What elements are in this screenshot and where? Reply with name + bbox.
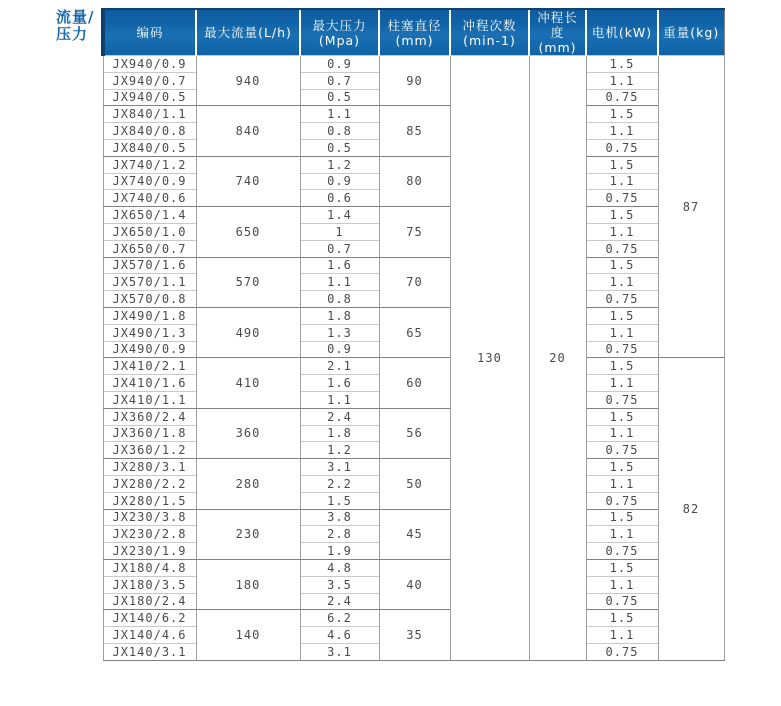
pressure-cell: 2.4 (300, 593, 379, 610)
diameter-cell: 90 (379, 56, 450, 106)
spec-table-body (103, 56, 724, 661)
header-text: 柱塞直径 (387, 17, 442, 33)
motor-cell: 1.1 (586, 123, 658, 140)
motor-cell: 1.1 (586, 475, 658, 492)
pressure-cell: 0.6 (300, 190, 379, 207)
code-cell: JX570/0.8 (103, 291, 196, 308)
table-row (103, 257, 724, 274)
flow-cell: 570 (196, 257, 300, 307)
stroke-length-cell: 20 (529, 56, 586, 661)
motor-cell: 1.5 (586, 559, 658, 576)
flow-cell: 940 (196, 56, 300, 106)
col-header-stroke-length (529, 9, 586, 56)
pressure-cell: 1.6 (300, 375, 379, 392)
code-cell: JX650/1.0 (103, 223, 196, 240)
col-header-motor (586, 9, 658, 56)
pressure-cell: 2.2 (300, 475, 379, 492)
pressure-cell: 0.9 (300, 56, 379, 73)
flow-cell: 650 (196, 207, 300, 257)
header-text: 最大流量(L/h) (204, 25, 292, 40)
motor-cell: 0.75 (586, 291, 658, 308)
code-cell: JX840/0.8 (103, 123, 196, 140)
pressure-cell: 2.8 (300, 526, 379, 543)
table-row (103, 459, 724, 476)
header-text: 电机(kW) (591, 25, 653, 40)
pressure-cell: 1.1 (300, 391, 379, 408)
flow-cell: 490 (196, 307, 300, 357)
pressure-cell: 6.2 (300, 610, 379, 627)
flow-cell: 740 (196, 156, 300, 206)
code-cell: JX140/3.1 (103, 643, 196, 660)
flow-pressure-label-line1: 流量/ (56, 8, 95, 26)
motor-cell: 1.1 (586, 627, 658, 644)
pressure-cell: 1.6 (300, 257, 379, 274)
pressure-cell: 0.8 (300, 123, 379, 140)
code-cell: JX140/6.2 (103, 610, 196, 627)
motor-cell: 1.1 (586, 173, 658, 190)
flow-cell: 180 (196, 559, 300, 609)
code-cell: JX490/1.3 (103, 324, 196, 341)
pressure-cell: 0.7 (300, 72, 379, 89)
table-row (103, 559, 724, 576)
col-header-max-flow (196, 9, 300, 56)
code-cell: JX940/0.7 (103, 72, 196, 89)
code-cell: JX180/3.5 (103, 576, 196, 593)
pressure-cell: 1.1 (300, 274, 379, 291)
spec-table-header (103, 9, 724, 56)
pressure-cell: 1.9 (300, 543, 379, 560)
header-text: 重量(kg) (663, 25, 720, 40)
code-cell: JX650/0.7 (103, 240, 196, 257)
flow-cell: 140 (196, 610, 300, 660)
code-cell: JX740/0.9 (103, 173, 196, 190)
code-cell: JX840/1.1 (103, 106, 196, 123)
col-header-stroke-frequency (450, 9, 529, 56)
stroke-frequency-cell: 130 (450, 56, 529, 661)
motor-cell: 1.1 (586, 375, 658, 392)
motor-cell: 1.5 (586, 408, 658, 425)
motor-cell: 0.75 (586, 190, 658, 207)
motor-cell: 1.5 (586, 106, 658, 123)
motor-cell: 0.75 (586, 593, 658, 610)
pressure-cell: 1 (300, 223, 379, 240)
pressure-cell: 0.9 (300, 173, 379, 190)
header-text: 最大压力 (312, 17, 367, 33)
code-cell: JX140/4.6 (103, 627, 196, 644)
spec-table (101, 8, 725, 661)
motor-cell: 1.5 (586, 207, 658, 224)
motor-cell: 1.1 (586, 576, 658, 593)
code-cell: JX360/1.2 (103, 442, 196, 459)
diameter-cell: 85 (379, 106, 450, 156)
pressure-cell: 1.2 (300, 156, 379, 173)
motor-cell: 0.75 (586, 391, 658, 408)
table-row (103, 156, 724, 173)
diameter-cell: 40 (379, 559, 450, 609)
code-cell: JX940/0.5 (103, 89, 196, 106)
header-text: 冲程长度 (537, 10, 578, 40)
table-row (103, 610, 724, 627)
motor-cell: 0.75 (586, 240, 658, 257)
header-subtext: (min-1) (463, 32, 516, 48)
motor-cell: 0.75 (586, 543, 658, 560)
code-cell: JX410/1.1 (103, 391, 196, 408)
code-cell: JX230/3.8 (103, 509, 196, 526)
motor-cell: 1.1 (586, 274, 658, 291)
code-cell: JX490/1.8 (103, 307, 196, 324)
motor-cell: 1.5 (586, 459, 658, 476)
code-cell: JX280/2.2 (103, 475, 196, 492)
pressure-cell: 1.3 (300, 324, 379, 341)
motor-cell: 1.5 (586, 610, 658, 627)
pressure-cell: 1.8 (300, 307, 379, 324)
header-text: 冲程次数 (462, 17, 517, 33)
flow-cell: 840 (196, 106, 300, 156)
pressure-cell: 0.5 (300, 89, 379, 106)
code-cell: JX490/0.9 (103, 341, 196, 358)
header-subtext: (mm) (395, 32, 434, 48)
pressure-cell: 4.6 (300, 627, 379, 644)
code-cell: JX650/1.4 (103, 207, 196, 224)
motor-cell: 1.1 (586, 526, 658, 543)
code-cell: JX740/1.2 (103, 156, 196, 173)
motor-cell: 0.75 (586, 341, 658, 358)
motor-cell: 1.1 (586, 223, 658, 240)
header-row (103, 9, 724, 56)
table-row (103, 56, 724, 73)
weight-cell: 82 (658, 358, 724, 660)
diameter-cell: 80 (379, 156, 450, 206)
diameter-cell: 35 (379, 610, 450, 660)
pressure-cell: 4.8 (300, 559, 379, 576)
diameter-cell: 45 (379, 509, 450, 559)
motor-cell: 0.75 (586, 442, 658, 459)
motor-cell: 1.1 (586, 425, 658, 442)
flow-cell: 360 (196, 408, 300, 458)
pressure-cell: 0.5 (300, 139, 379, 156)
motor-cell: 1.5 (586, 509, 658, 526)
code-cell: JX230/1.9 (103, 543, 196, 560)
code-cell: JX180/4.8 (103, 559, 196, 576)
code-cell: JX360/2.4 (103, 408, 196, 425)
table-row (103, 358, 724, 375)
col-header-max-pressure (300, 9, 379, 56)
motor-cell: 1.1 (586, 72, 658, 89)
table-row (103, 408, 724, 425)
motor-cell: 1.5 (586, 56, 658, 73)
flow-cell: 230 (196, 509, 300, 559)
code-cell: JX570/1.1 (103, 274, 196, 291)
code-cell: JX280/3.1 (103, 459, 196, 476)
table-row (103, 307, 724, 324)
spec-table-wrap (101, 8, 722, 661)
diameter-cell: 65 (379, 307, 450, 357)
pressure-cell: 0.9 (300, 341, 379, 358)
code-cell: JX360/1.8 (103, 425, 196, 442)
motor-cell: 0.75 (586, 492, 658, 509)
code-cell: JX840/0.5 (103, 139, 196, 156)
pressure-cell: 2.4 (300, 408, 379, 425)
col-header-plunger-diameter (379, 9, 450, 56)
pressure-cell: 3.1 (300, 643, 379, 660)
pressure-cell: 0.8 (300, 291, 379, 308)
flow-pressure-label-line2: 压力 (56, 25, 89, 43)
diameter-cell: 50 (379, 459, 450, 509)
table-row (103, 509, 724, 526)
motor-cell: 0.75 (586, 89, 658, 106)
table-row (103, 106, 724, 123)
motor-cell: 1.1 (586, 324, 658, 341)
weight-cell: 87 (658, 56, 724, 358)
pressure-cell: 3.8 (300, 509, 379, 526)
pressure-cell: 2.1 (300, 358, 379, 375)
pressure-cell: 1.4 (300, 207, 379, 224)
diameter-cell: 70 (379, 257, 450, 307)
code-cell: JX940/0.9 (103, 56, 196, 73)
header-text: 编码 (136, 25, 164, 40)
motor-cell: 1.5 (586, 358, 658, 375)
motor-cell: 1.5 (586, 156, 658, 173)
diameter-cell: 75 (379, 207, 450, 257)
code-cell: JX410/2.1 (103, 358, 196, 375)
pressure-cell: 3.5 (300, 576, 379, 593)
code-cell: JX740/0.6 (103, 190, 196, 207)
code-cell: JX280/1.5 (103, 492, 196, 509)
pressure-cell: 0.7 (300, 240, 379, 257)
pressure-cell: 1.8 (300, 425, 379, 442)
motor-cell: 0.75 (586, 643, 658, 660)
code-cell: JX230/2.8 (103, 526, 196, 543)
code-cell: JX180/2.4 (103, 593, 196, 610)
flow-cell: 410 (196, 358, 300, 408)
pressure-cell: 1.2 (300, 442, 379, 459)
diameter-cell: 60 (379, 358, 450, 408)
header-subtext: (mm) (538, 40, 577, 55)
diameter-cell: 56 (379, 408, 450, 458)
header-subtext: (Mpa) (318, 32, 361, 48)
pressure-cell: 1.1 (300, 106, 379, 123)
motor-cell: 0.75 (586, 139, 658, 156)
col-header-code (103, 9, 196, 56)
table-row (103, 207, 724, 224)
col-header-weight (658, 9, 724, 56)
flow-pressure-label (56, 9, 94, 43)
flow-cell: 280 (196, 459, 300, 509)
pressure-cell: 3.1 (300, 459, 379, 476)
code-cell: JX570/1.6 (103, 257, 196, 274)
motor-cell: 1.5 (586, 307, 658, 324)
code-cell: JX410/1.6 (103, 375, 196, 392)
pressure-cell: 1.5 (300, 492, 379, 509)
motor-cell: 1.5 (586, 257, 658, 274)
